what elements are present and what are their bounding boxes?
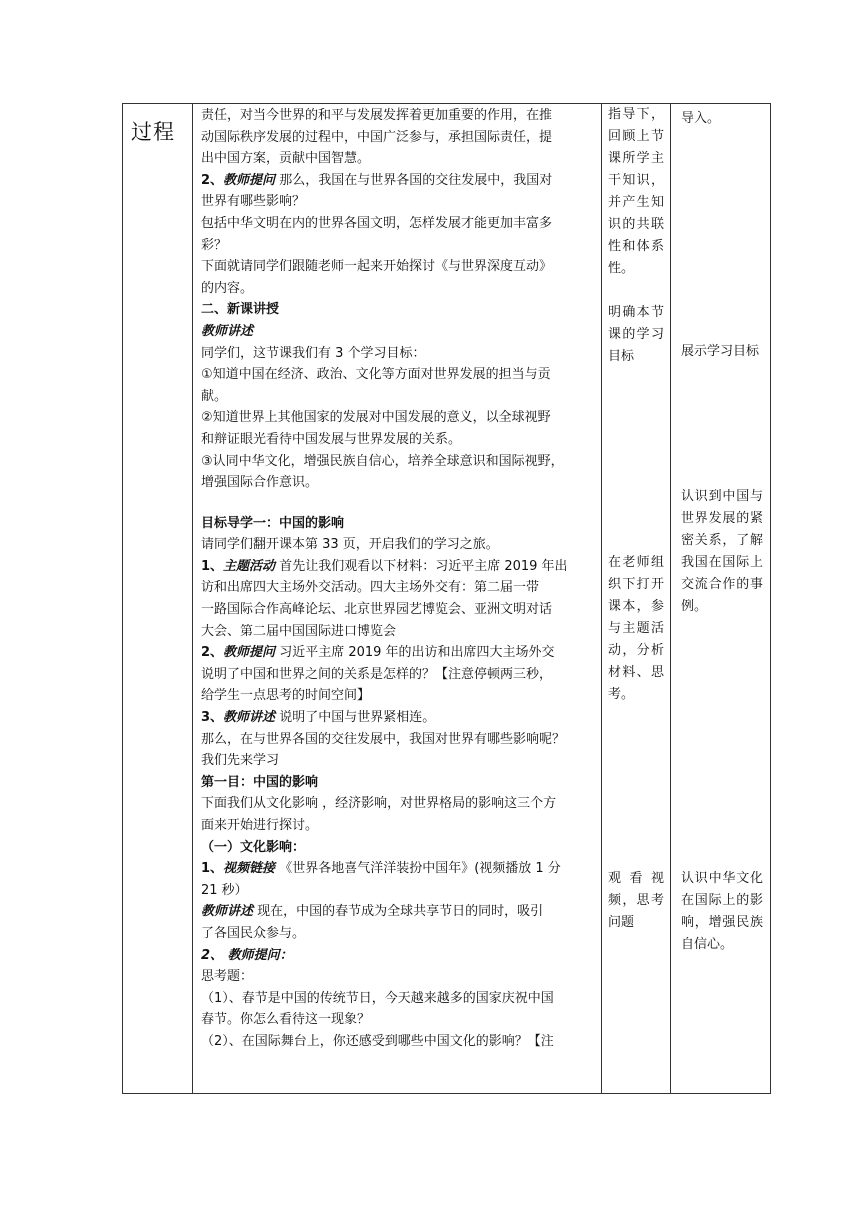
- text-line: [201, 364, 595, 386]
- activity-tag: 主题活动: [223, 558, 276, 574]
- line-text: 面来开始进行探讨。: [201, 818, 319, 833]
- text-line: 2、 教师提问：: [201, 947, 293, 963]
- intent-note: 认识中华文化在国际上的影响，增强民族自信心。: [681, 871, 763, 952]
- line-text: 说明了中国与世界紧相连。: [279, 710, 436, 726]
- text-line: [201, 472, 595, 494]
- text-line: [201, 750, 595, 772]
- text-line: [201, 599, 595, 621]
- line-text: 21 秒）: [201, 882, 248, 898]
- line-text: 那么，在与世界各国的交往发展中，我国对世界有哪些影响呢？: [201, 731, 566, 747]
- line-text: ②知道世界上其他国家的发展对中国发展的意义，以全球视野: [201, 410, 551, 426]
- text-line: [201, 793, 595, 815]
- line-text: 出中国方案，贡献中国智慧。: [201, 151, 371, 167]
- line-text: 的内容。: [201, 280, 254, 296]
- table-row: [123, 104, 771, 1094]
- design-intent-cell: [671, 104, 771, 1094]
- text-line: [201, 1009, 595, 1031]
- text-line: [201, 621, 595, 643]
- intent-note: 认识到中国与世界发展的紧密关系，了解我国在国际上交流合作的事例。: [681, 489, 763, 614]
- text-line: [201, 321, 595, 343]
- text-line: [201, 685, 595, 707]
- line-text: 我们先来学习: [201, 753, 280, 769]
- stage-label: 过程: [131, 120, 175, 144]
- line-text: 责任，对当今世界的和平与发展发挥着更加重要的作用，在推: [201, 108, 553, 123]
- text-line: [201, 278, 595, 300]
- line-text: 访和出席四大主场外交活动。四大主场外交有：第二届一带: [201, 580, 540, 596]
- step-number: 3、: [201, 710, 224, 726]
- text-line: 二、新课讲授: [201, 302, 280, 318]
- text-line: [201, 105, 595, 127]
- line-text: 献。: [201, 388, 228, 404]
- line-text: 大会、第二届中国国际进口博览会: [201, 623, 397, 639]
- text-line: [201, 642, 595, 664]
- activity-tag: 教师讲述: [201, 904, 254, 920]
- student-note: 在老师组织下打开课本，参与主题活动，分析材料、思考。: [608, 555, 664, 702]
- text-line: [201, 191, 595, 213]
- text-line: [201, 966, 595, 988]
- line-text: （2）、在国际舞台上，你还感受到哪些中国文化的影响？【注: [201, 1033, 554, 1049]
- text-line: [201, 664, 595, 686]
- activity-tag: 教师讲述: [201, 323, 254, 339]
- text-line: [201, 901, 595, 923]
- line-text: 思考题：: [201, 969, 254, 985]
- intent-note: 展示学习目标: [681, 344, 760, 359]
- line-text: 一路国际合作高峰论坛、北京世界园艺博览会、亚洲文明对话: [201, 602, 553, 618]
- activity-tag: 教师讲述: [223, 710, 276, 726]
- line-text: 下面我们从文化影响 ，经济影响，对世界格局的影响这三个方: [201, 796, 557, 812]
- text-line: [201, 256, 595, 278]
- text-line: [201, 858, 595, 880]
- text-line: [201, 577, 595, 599]
- line-text: 那么，我国在与世界各国的交往发展中，我国对: [279, 172, 553, 188]
- line-text: ③认同中华文化，增强民族自信心，培养全球意识和国际视野，: [201, 453, 564, 469]
- text-line: [201, 235, 595, 257]
- line-text: 和辩证眼光看待中国发展与世界发展的关系。: [201, 431, 462, 447]
- text-line: （一）文化影响：: [201, 839, 306, 855]
- lesson-plan-table: [122, 103, 771, 1094]
- text-line: [201, 148, 595, 170]
- text-line: [201, 707, 595, 729]
- activity-tag: 教师提问: [223, 172, 276, 188]
- line-text: 下面就请同学们跟随老师一起来开始探讨《与世界深度互动》: [201, 259, 553, 275]
- text-line: [201, 494, 595, 513]
- text-line: [201, 386, 595, 408]
- step-number: 2、: [201, 172, 224, 188]
- text-line: [201, 429, 595, 451]
- student-activity-cell: [602, 104, 671, 1094]
- text-line: [201, 556, 595, 578]
- text-line: [201, 170, 595, 192]
- line-text: 说明了中国和世界之间的关系是怎样的？【注意停顿两三秒，: [201, 666, 553, 682]
- line-text: 《世界各地喜气洋洋装扮中国年》(视频播放 1 分: [279, 861, 561, 877]
- text-line: [201, 988, 595, 1010]
- line-text: 春节。你怎么看待这一现象？: [201, 1012, 371, 1028]
- text-line: [201, 815, 595, 837]
- line-text: 了各国民众参与。: [201, 925, 306, 941]
- text-line: [201, 923, 595, 945]
- line-text: 世界有哪些影响？: [201, 194, 306, 210]
- stage-cell: [123, 104, 193, 1094]
- activity-tag: 教师提问: [223, 645, 276, 661]
- text-line: [201, 213, 595, 235]
- text-line: 目标导学一：中国的影响: [201, 515, 345, 531]
- text-line: [201, 343, 595, 365]
- line-text: 增强国际合作意识。: [201, 475, 319, 491]
- text-line: [201, 1031, 595, 1053]
- text-line: [201, 407, 595, 429]
- line-text: 同学们，这节课我们有 3 个学习目标：: [201, 345, 426, 361]
- student-note: 观看视频，思考问题: [608, 871, 664, 930]
- text-line: [201, 127, 595, 149]
- teacher-activity-cell: [193, 104, 602, 1094]
- student-note: 指导下，回顾上节课所学主干知识，并产生知识的共联性和体系性。: [608, 107, 664, 276]
- text-line: [201, 451, 595, 473]
- line-text: 首先让我们观看以下材料：习近平主席 2019 年出: [279, 558, 568, 574]
- text-line: [201, 880, 595, 902]
- activity-tag: 视频链接: [223, 861, 276, 877]
- step-number: 1、: [201, 861, 224, 877]
- line-text: 给学生一点思考的时间空间】: [201, 688, 371, 704]
- step-number: 1、: [201, 558, 224, 574]
- line-text: ①知道中国在经济、政治、文化等方面对世界发展的担当与贡: [201, 367, 551, 383]
- line-text: 现在，中国的春节成为全球共享节日的同时，吸引: [257, 904, 544, 920]
- line-text: 动国际秩序发展的过程中，中国广泛参与，承担国际责任，提: [201, 129, 553, 145]
- text-line: [201, 729, 595, 751]
- intent-note: 导入。: [681, 111, 721, 126]
- line-text: 彩？: [201, 237, 228, 253]
- text-line: 第一目：中国的影响: [201, 774, 319, 790]
- text-line: [201, 534, 595, 556]
- teacher-activity-text: [193, 104, 601, 1053]
- step-number: 2、: [201, 645, 224, 661]
- line-text: 习近平主席 2019 年的出访和出席四大主场外交: [279, 645, 555, 661]
- line-text: （1）、春节是中国的传统节日，今天越来越多的国家庆祝中国: [201, 990, 554, 1006]
- line-text: 包括中华文明在内的世界各国文明，怎样发展才能更加丰富多: [201, 215, 553, 231]
- student-note: 明确本节课的学习目标: [608, 305, 664, 364]
- line-text: 请同学们翻开课本第 33 页，开启我们的学习之旅。: [201, 537, 499, 553]
